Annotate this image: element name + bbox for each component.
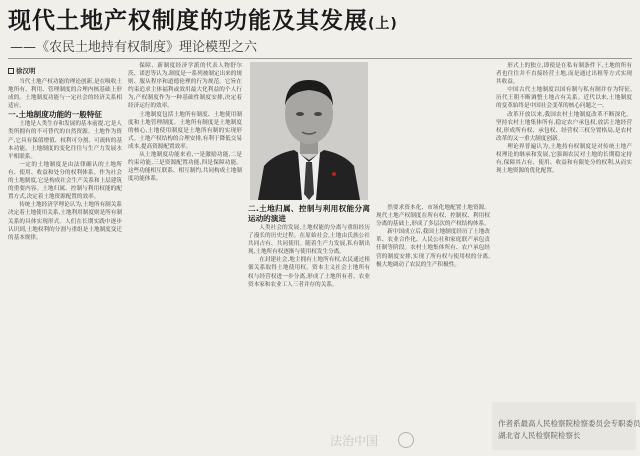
- paragraph: 然要求资本化、市场化地配置土地资源。现代土地产权制度在所有权、控制权、利用权分离的基础上,形成了多层次的产权结构体系。: [376, 205, 490, 228]
- paragraph: 新中国成立后,我国土地制度经历了土地改革、农业合作化、人民公社和家庭联产承包责任制等阶段。农村土地集体所有、农户承包经营的制度安排,实现了所有权与使用权的分离,极大地调动了农民的生产积极性。: [376, 229, 490, 268]
- title-part: (上): [368, 16, 398, 32]
- author-byline: 徐汉明: [8, 66, 36, 75]
- text-column-1: [8, 78, 122, 450]
- paragraph: 一定的土地制度是由法律确认的土地所有、使用、收益和处分的权利体系。作为社会的土地制度,它是构成社会生产关系和上层建筑的重要内容。土地归属、控制与利用权能的配置方式,决定着土地资源配置的效率。: [8, 161, 122, 201]
- text-column-3: [248, 204, 370, 448]
- author-portrait-photo: [250, 62, 368, 200]
- paragraph: 保障、新制度经济学派的代表人物舒尔茨、诺思等认为,制度是一系列被制定出来的规则、服从程序和道德伦理的行为规范。它旨在约束追求主体福利或效用最大化利益的个人行为,产权制度作为一种基础性制度安排,决定着经济运行的效率。: [128, 63, 242, 110]
- text-column-4: [376, 204, 490, 448]
- paragraph: 形式上的独立,即使是在私有制条件下,土地的所有者也往往并不直接经营土地,而是通过出租等方式实现其收益。: [496, 63, 632, 86]
- title-divider: [8, 58, 632, 59]
- text-column-5: [496, 62, 632, 448]
- author-note-line-1: 作者系最高人民检察院检察委员会专职委员: [498, 419, 640, 428]
- paragraph: 从土地制度功能来看,一是激励功能,二是约束功能,三是资源配置功能,四是保障功能。这些功能相互联系、相互制约,共同构成土地制度功能体系。: [128, 152, 242, 183]
- paragraph: 中国古代土地制度以国有制与私有制并存为特征,历代王朝不断调整土地占有关系。近代以来,土地制度的变革始终是中国社会变革的核心问题之一。: [496, 87, 632, 110]
- paragraph: 改革开放以来,我国农村土地制度改革不断深化。坚持农村土地集体所有,稳定农户承包权,放活土地经营权,形成所有权、承包权、经营权三权分置格局,是农村改革的又一重大制度创新。: [496, 111, 632, 142]
- paragraph: 土地是人类生存和发展的基本前提,它是人类所拥有的不可替代的自然资源。土地作为资产,它具有保值增值、权利可分割、可流转的基本功能。土地制度的变化往往与生产力发展水平相联系。: [8, 121, 122, 160]
- paragraph: 传统土地经济学理论认为,土地所有制关系决定着土地使用关系,土地利用制度则是所有制关系的具体实现形式。人们在长期实践中逐步认识到,土地权利的分割与重组是土地制度变迁的基本规律。: [8, 202, 122, 241]
- title-main: 现代土地产权制度的功能及其发展: [8, 8, 368, 34]
- watermark-text: 法治中国: [330, 434, 379, 448]
- article-title: [8, 2, 398, 35]
- author-note-line-2: 湖北省人民检察院检察长: [498, 431, 581, 440]
- text-column-2: [128, 62, 242, 448]
- article-subtitle: ——《农民土地持有权制度》理论模型之六: [10, 40, 258, 55]
- paragraph: 人类社会的发展,土地权能的分离与重组经历了漫长的历史过程。在原始社会,土地由氏族公社共同占有、共同使用。随着生产力发展,私有制出现,土地所有权逐渐与使用权发生分离。: [248, 225, 370, 256]
- watermark-logo-icon: [398, 432, 414, 448]
- paragraph: 土地制度包括土地所有制度、土地使用制度和土地管理制度。土地所有制度是土地制度的核心,土地使用制度是土地所有制的实现形式。土地产权结构的合理安排,有利于降低交易成本,提高资源配置效率。: [128, 111, 242, 150]
- paragraph: 在封建社会,地主拥有土地所有权,农民通过租佃关系取得土地使用权。资本主义社会土地所有权与经营权进一步分离,形成了土地所有者、农业资本家和农业工人三者并存的关系。: [248, 257, 370, 288]
- section-heading-2: 二.土地归属、控制与利用权能分离运动的演进: [248, 204, 370, 223]
- paragraph: 理论界普遍认为,土地持有权制度是对传统土地产权理论的继承和发展,它强调农民对土地的长期稳定持有,保障其占有、使用、收益和有限处分的权利,从而实现土地资源的优化配置。: [496, 143, 632, 175]
- paragraph: 当代土地产权功能的理论创新,是在吸收土地所有、利用、管理制度的合理内核基础上形成的。土地制度功能与一定社会的经济关系相适应。: [8, 79, 122, 110]
- section-heading-1: 一.土地制度功能的一般特征: [8, 110, 103, 120]
